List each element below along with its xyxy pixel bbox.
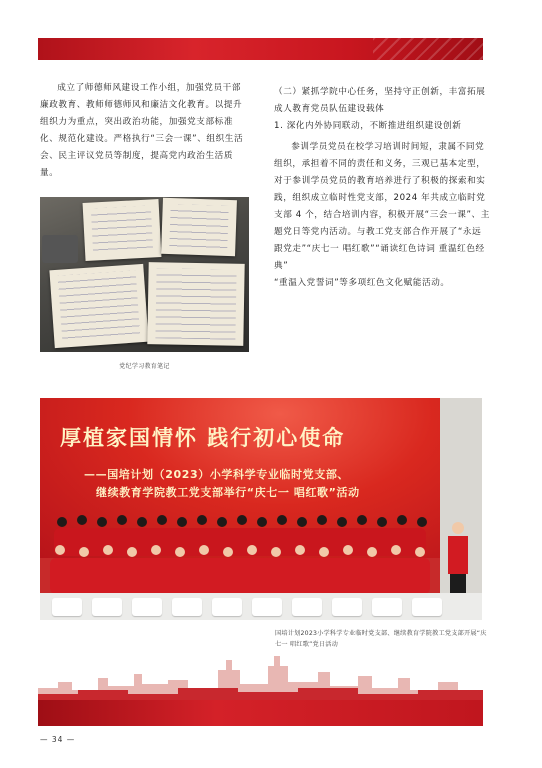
- section-heading: （二）紧抓学院中心任务，坚持守正创新，丰富拓展成人教育党员队伍建设载体: [274, 87, 486, 114]
- photo1-caption: 党纪学习教育笔记: [119, 363, 170, 370]
- notebook-photo: [40, 197, 249, 352]
- notebook-top-left: [83, 199, 162, 261]
- section-body-end: “重温入党誓词”等多项红色文化赋能活动。: [274, 278, 450, 288]
- group-photo: [40, 398, 482, 620]
- page-number: — 34 —: [40, 735, 76, 744]
- notebook-top-right: [161, 198, 237, 257]
- footer-band: [38, 700, 483, 726]
- shirts-front: [50, 558, 430, 594]
- chair: [172, 598, 202, 616]
- city-skyline: [38, 648, 483, 700]
- chair: [212, 598, 242, 616]
- section-body: 参训学员党员在校学习培训时间短，隶属不同党组织，承担着不同的责任和义务，三观已基本定型，对于参训学员党员的教育培养进行了积极的探索和实践，组织成立临时性党支部，2024 年共成立临时党支部 4 个，结合培训内容，积极开展“三会一课”、主题党日等党内活动。与教工党支部合作开展了“永远跟党走”“庆七一 唱红歌”“诵读红色诗词 重温红色经典”: [274, 142, 490, 271]
- chair: [92, 598, 122, 616]
- section-subheading: 1. 深化内外协同联动，不断推进组织建设创新: [274, 121, 462, 131]
- chair: [332, 598, 362, 616]
- notebook-bottom-left: [49, 264, 148, 348]
- chair: [132, 598, 162, 616]
- left-paragraph: 成立了师德师风建设工作小组，加强党员干部廉政教育、教师师德师风和廉洁文化教育。以提升组织力为重点，突出政治功能，加强党支部标准化、规范化建设。严格执行“三会一课”、组织生活会、民主评议党员等制度，提高党内政治生活质量。: [40, 83, 244, 178]
- photo2-caption: 国培计划2023小学科学专业临时党支部、继续教育学院教工党支部开展“庆七一 唱红歌”党日活动: [275, 630, 487, 648]
- header-swirl: [373, 38, 483, 60]
- chair: [412, 598, 442, 616]
- calculator: [42, 235, 78, 263]
- banner-subtitle-1: ——国培计划（2023）小学科学专业临时党支部、: [84, 468, 350, 481]
- heads-back: [57, 515, 427, 527]
- chair: [252, 598, 282, 616]
- right-column: [274, 84, 490, 292]
- header-band: [38, 38, 483, 60]
- chair: [292, 598, 322, 616]
- chair: [52, 598, 82, 616]
- notebook-bottom-right: [147, 262, 244, 346]
- banner-subtitle-2: 继续教育学院教工党支部举行“庆七一 唱红歌”活动: [96, 486, 360, 499]
- banner-title: 厚植家国情怀 践行初心使命: [60, 425, 346, 450]
- chair: [372, 598, 402, 616]
